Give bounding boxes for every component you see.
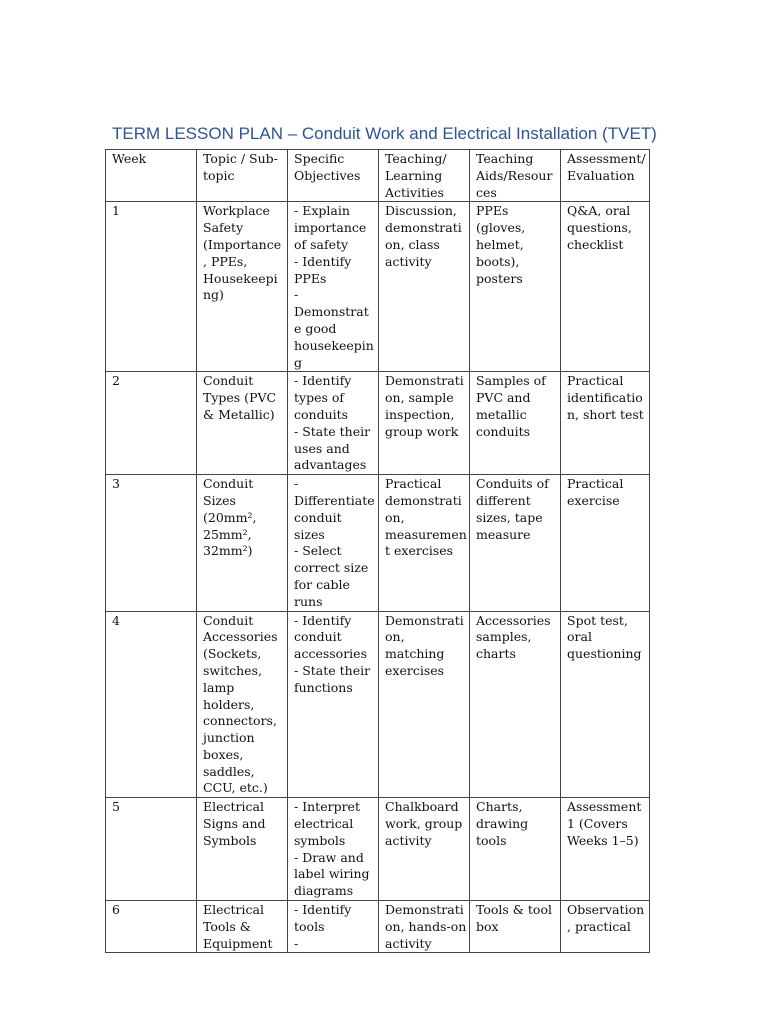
table-row xyxy=(106,798,650,901)
cell-activities: Demonstration, sample inspection, group work xyxy=(379,372,470,475)
cell-activities: Discussion, demonstration, class activity xyxy=(379,202,470,372)
cell-activities: Demonstration, matching exercises xyxy=(379,611,470,798)
cell-week: 3 xyxy=(106,475,197,611)
cell-assessment: Observation, practical xyxy=(561,901,650,953)
objective-line: - State their uses and advantages xyxy=(294,423,371,473)
cell-objectives xyxy=(288,611,379,798)
objective-line: - State their functions xyxy=(294,662,371,695)
objective-line: - Identify tools xyxy=(294,902,352,934)
cell-week: 4 xyxy=(106,611,197,798)
cell-aids: Tools & tool box xyxy=(470,901,561,953)
objective-line: - Identify conduit accessories xyxy=(294,612,367,662)
cell-objectives xyxy=(288,475,379,611)
header-week: Week xyxy=(106,150,197,202)
cell-topic: Conduit Accessories (Sockets, switches, lamp holders, connectors, junction boxes, saddles, CCU, etc.) xyxy=(197,611,288,798)
header-assessment: Assessment/ Evaluation xyxy=(561,150,650,202)
cell-objectives xyxy=(288,901,379,953)
objective-line: - Select correct size for cable runs xyxy=(294,543,369,609)
cell-topic: Electrical Signs and Symbols xyxy=(197,798,288,901)
objective-line: - Identify PPEs xyxy=(294,253,352,286)
cell-assessment: Spot test, oral questioning xyxy=(561,611,650,798)
header-objectives: Specific Objectives xyxy=(288,150,379,202)
cell-aids: Conduits of different sizes, tape measure xyxy=(470,475,561,611)
table-row xyxy=(106,901,650,953)
cell-aids: Charts, drawing tools xyxy=(470,798,561,901)
cell-activities: Practical demonstration, measurement exercises xyxy=(379,475,470,611)
cell-topic: Electrical Tools & Equipment xyxy=(197,901,288,953)
cell-objectives xyxy=(288,372,379,475)
cell-assessment: Q&A, oral questions, checklist xyxy=(561,202,650,372)
cell-week: 5 xyxy=(106,798,197,901)
objective-line: - Draw and label wiring diagrams xyxy=(294,849,370,899)
objective-line: - Demonstrate good housekeeping xyxy=(294,287,374,370)
cell-topic: Conduit Types (PVC & Metallic) xyxy=(197,372,288,475)
header-aids: Teaching Aids/Resources xyxy=(470,150,561,202)
cell-aids: Accessories samples, charts xyxy=(470,611,561,798)
cell-topic: Conduit Sizes (20mm², 25mm², 32mm²) xyxy=(197,475,288,611)
objective-line: - xyxy=(294,935,299,951)
table-row xyxy=(106,475,650,611)
lesson-plan-table xyxy=(105,149,650,953)
objective-line: - Explain importance of safety xyxy=(294,203,367,252)
table-row xyxy=(106,372,650,475)
cell-week: 1 xyxy=(106,202,197,372)
header-activities: Teaching/ Learning Activities xyxy=(379,150,470,202)
cell-assessment: Practical exercise xyxy=(561,475,650,611)
cell-aids: Samples of PVC and metallic conduits xyxy=(470,372,561,475)
header-topic: Topic / Sub-topic xyxy=(197,150,288,202)
cell-week: 6 xyxy=(106,901,197,953)
cell-activities: Chalkboard work, group activity xyxy=(379,798,470,901)
cell-aids: PPEs (gloves, helmet, boots), posters xyxy=(470,202,561,372)
table-row xyxy=(106,611,650,798)
page-title: TERM LESSON PLAN – Conduit Work and Electrical Installation (TVET) xyxy=(112,124,657,143)
table-row xyxy=(106,202,650,372)
cell-objectives xyxy=(288,202,379,372)
cell-assessment: Practical identification, short test xyxy=(561,372,650,475)
table-header-row xyxy=(106,150,650,202)
cell-objectives xyxy=(288,798,379,901)
cell-assessment: Assessment 1 (Covers Weeks 1–5) xyxy=(561,798,650,901)
cell-week: 2 xyxy=(106,372,197,475)
cell-topic: Workplace Safety (Importance, PPEs, Housekeeping) xyxy=(197,202,288,372)
objective-line: - Identify types of conduits xyxy=(294,373,352,422)
objective-line: - Differentiate conduit sizes xyxy=(294,476,375,542)
cell-activities: Demonstration, hands-on activity xyxy=(379,901,470,953)
objective-line: - Interpret electrical symbols xyxy=(294,799,360,848)
